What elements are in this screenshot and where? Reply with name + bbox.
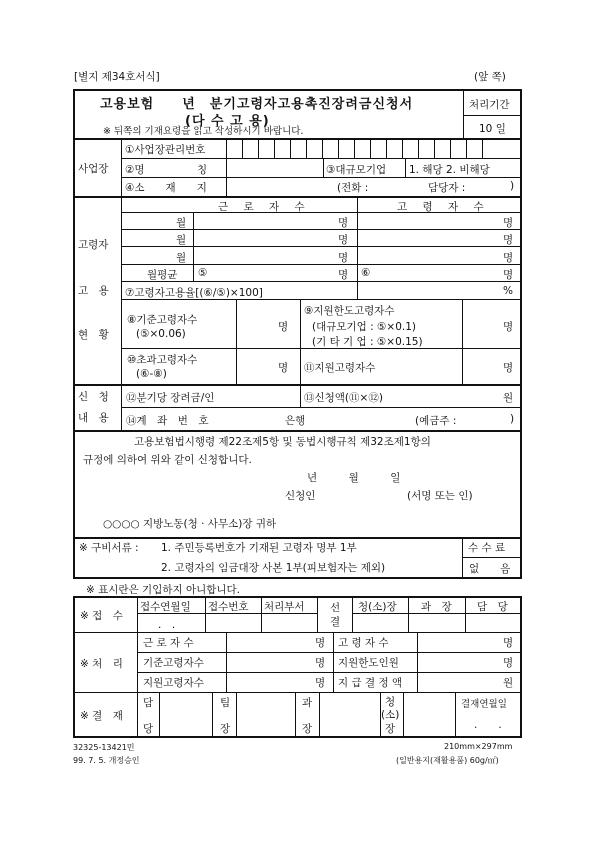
fee-value: 없 음 [469,563,511,575]
application-amount-unit: 원 [503,392,514,404]
pre-approval-label: 선 결 [330,602,341,628]
paper-size: 210mm×297mm [444,742,513,751]
approval-section-top: 과 [302,697,313,709]
approval-chief-top: 청 [385,696,396,708]
office-standard-label: 기준고령자수 [143,657,204,669]
application-label-1: 신 청 [78,391,109,403]
mgmt-no-label: ①사업장관리번호 [125,144,206,156]
account-holder-close: ) [510,413,515,425]
excess-unit: 명 [278,362,289,374]
office-elderly-label: 고 령 자 수 [338,637,389,649]
approval-chief-mid: (소) [381,709,400,721]
employment-label-3: 현 황 [78,329,109,341]
approval-note: 99. 7. 5. 개정승인 [73,756,140,765]
employment-label-2: 고 용 [78,285,109,297]
approval-chief-bottom: 장 [385,723,396,735]
processing-value: 10 일 [479,123,506,135]
applicant-label: 신청인 [285,490,316,502]
manager-label: 과 장 [421,601,452,613]
circle-5: ⑤ [198,267,208,279]
workers-header: 근 로 자 수 [218,201,311,213]
month-1: 월 [176,217,187,229]
receipt-no-label: 접수번호 [208,601,249,613]
attachment-2: 2. 고령자의 임금대장 사본 1부(피보험자는 제외) [161,562,386,574]
office-decided-unit: 원 [503,677,514,689]
standard-elderly-label: ⑧기준고령자수 [127,314,198,326]
office-workers-label: 근 로 자 수 [143,637,194,649]
approval-staff-bottom: 당 [143,723,154,735]
office-use-note: ※ 표시란은 기입하지 아니합니다. [86,584,241,596]
signature-field[interactable]: (서명 또는 인) [407,490,473,502]
form-subtitle: (다 수 고 용) [185,114,270,129]
excess-formula: (⑥-⑧) [136,368,167,380]
receipt-date-dots[interactable]: . . [158,619,176,631]
address-label: ④소 재 지 [125,182,207,194]
workers-unit-2: 명 [338,234,349,246]
support-limit-label: ⑨지원한도고령자수 [304,305,395,317]
approval-date-dots[interactable]: . . [474,719,502,731]
circle-6: ⑥ [361,267,371,279]
employment-rate-label: ⑦고령자고용율[(⑥/⑤)×100] [125,287,263,299]
fee-label: 수 수 료 [468,542,506,554]
attachment-1: 1. 주민등록번호가 기재된 고령자 명부 1부 [161,542,357,554]
elderly-avg-unit: 명 [503,269,514,281]
dept-label: 처리부서 [264,601,305,613]
form-number: [별지 제34호서식] [74,71,160,83]
workers-unit-1: 명 [338,217,349,229]
form-title: 고용보험 년 분기고령자고용촉진장려금신청서 [100,97,414,112]
account-holder-label: (예금주 : [415,415,457,427]
approval-section-bottom: 장 [302,723,313,735]
form-code: 32325-13421민 [73,743,135,752]
page-side: (앞 쪽) [474,71,506,83]
receipt-date-label: 접수연월일 [140,601,191,613]
large-company-options[interactable]: 1. 해당 2. 비해당 [409,164,490,176]
workers-avg-unit: 명 [338,269,349,281]
office-workers-unit: 명 [315,637,326,649]
office-limit-label: 지원한도인원 [338,657,399,669]
elderly-header: 고 령 자 수 [397,201,490,213]
declaration-line-1: 고용보험법시행령 제22조제5항 및 동법시행규칙 제32조제1항의 [134,436,431,448]
large-company-label: ③대규모기업 [326,164,387,176]
supported-unit: 명 [503,362,514,374]
phone-label: (전화 : [337,182,369,194]
bank-label: 은행 [285,415,306,427]
supported-elderly-label: ⑪지원고령자수 [304,362,376,374]
employment-label-1: 고령자 [78,239,109,251]
application-date[interactable]: 년 월 일 [307,472,401,484]
account-number-label: ⑭계 좌 번 호 [126,415,209,427]
addressee: ○○○○ 지방노동(청 · 사무소)장 귀하 [103,518,277,530]
workers-unit-3: 명 [338,252,349,264]
contact-close: ) [510,180,515,192]
elderly-unit-3: 명 [503,252,514,264]
office-standard-unit: 명 [315,657,326,669]
application-amount-label: ⑬신청액(⑪×⑫) [304,392,383,404]
support-limit-large: (대규모기업 : ⑤×0.1) [312,321,417,333]
workplace-section-label: 사업장 [78,163,109,175]
chief-label: 청(소)장 [358,601,397,613]
approval-team-bottom: 장 [220,723,231,735]
approval-team-top: 팀 [220,697,231,709]
application-label-2: 내 용 [78,412,109,424]
limit-unit: 명 [503,321,514,333]
elderly-unit-2: 명 [503,234,514,246]
support-limit-other: (기 타 기 업 : ⑤×0.15) [312,336,423,348]
name-label: ②명 칭 [125,164,208,176]
office-supported-unit: 명 [315,677,326,689]
standard-unit: 명 [278,321,289,333]
approval-section-label: ※ 결 재 [80,710,123,722]
rate-unit: % [503,285,513,297]
office-limit-unit: 명 [503,657,514,669]
receipt-label: ※ 접 수 [80,610,123,622]
processing-section-label: ※ 처 리 [80,658,123,670]
declaration-line-2: 규정에 의하여 위와 같이 신청합니다. [83,454,252,466]
approval-date-label: 결재연월일 [461,699,507,710]
quarter-incentive-label: ⑫분기당 장려금/인 [126,392,215,404]
instruction-note: ※ 뒤쪽의 기재요령을 읽고 작성하시기 바랍니다. [103,126,304,137]
contact-label: 담당자 : [428,182,466,194]
processing-label: 처리기간 [469,99,510,111]
office-elderly-unit: 명 [503,637,514,649]
monthly-average-label: 월평균 [147,269,178,281]
excess-elderly-label: ⑩초과고령자수 [127,354,198,366]
standard-formula: (⑤×0.06) [136,328,186,340]
staff-label: 담 당 [477,601,508,613]
month-2: 월 [176,234,187,246]
approval-staff-top: 담 [143,697,154,709]
paper-type: (일반용지(재활용품) 60g/㎡) [396,756,499,765]
attachments-label: ※ 구비서류 : [79,542,139,554]
month-3: 월 [176,252,187,264]
office-supported-label: 지원고령자수 [143,677,204,689]
office-decided-label: 지 급 결 정 액 [338,677,403,689]
elderly-unit-1: 명 [503,217,514,229]
